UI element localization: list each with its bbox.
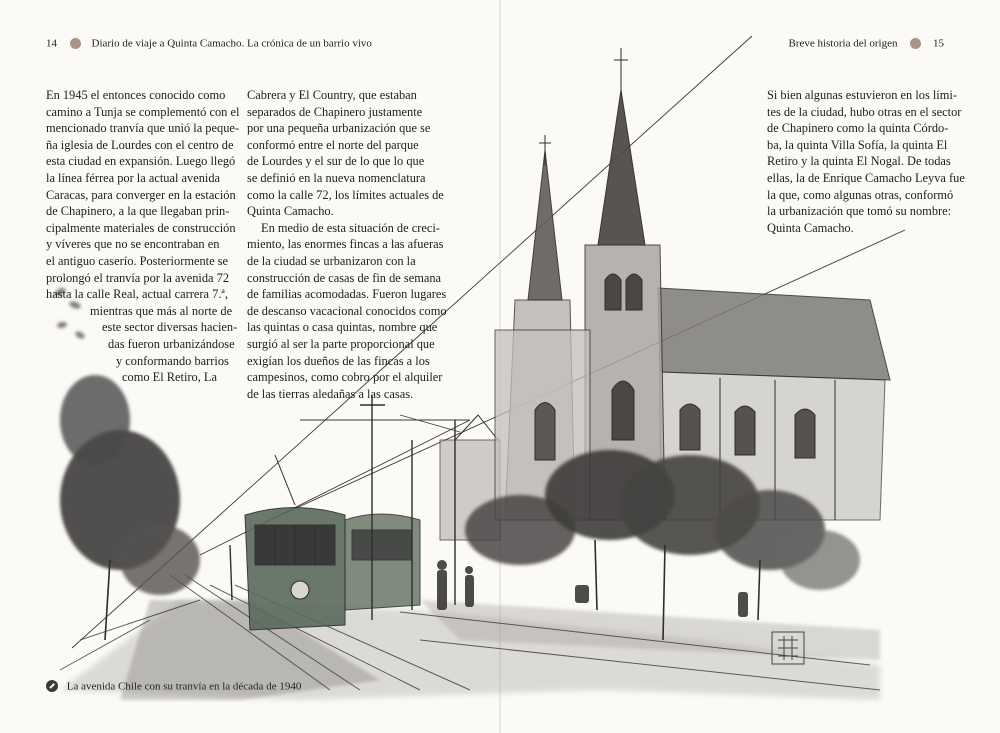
text-line: como la calle 72, los límites actuales de (247, 187, 444, 202)
text-line: por una pequeña urbanización que se (247, 121, 431, 136)
text-column-3 (767, 87, 965, 236)
tree-canopy (780, 530, 860, 590)
gothic-window (735, 406, 755, 455)
text-column-1 (46, 87, 239, 386)
tram-pole (230, 545, 232, 600)
text-line: surgió al ser la parte proporcional que (247, 336, 435, 351)
text-line: este sector diversas hacien- (102, 320, 238, 335)
text-line: la que, como algunas otras, conformó (767, 187, 954, 202)
text-line: como El Retiro, La (122, 370, 217, 385)
text-line: cipalmente materiales de construcción (46, 220, 236, 235)
text-line: exigían los dueños de las fincas a los (247, 353, 430, 368)
text-line: Quinta Camacho. (247, 204, 334, 219)
text-line: ba, la quinta Villa Sofía, la quinta El (767, 137, 948, 152)
text-line: tes de la ciudad, hubo otras en el sector (767, 104, 962, 119)
text-line: camino a Tunja se complementó con el (46, 104, 240, 119)
text-line: el antiguo caserío. Posteriormente se (46, 253, 229, 268)
text-line: En medio de esta situación de creci- (261, 220, 440, 235)
right-page-number: 15 (933, 37, 944, 50)
text-line: esta ciudad en expansión. Luego llegó (46, 154, 236, 169)
text-line: prolongó el tranvía por la avenida 72 (46, 270, 230, 285)
tram-rear (345, 514, 420, 610)
tree-trunk (105, 560, 110, 640)
tree-canopy (60, 375, 130, 465)
text-line: En 1945 el entonces conocido como (46, 88, 226, 102)
text-line: la línea férrea por la actual avenida (46, 170, 221, 185)
text-line: separados de Chapinero justamente (247, 104, 423, 119)
gothic-window (626, 274, 642, 310)
text-line: Quinta Camacho. (767, 220, 854, 235)
text-line: de las tierras aledañas a las casas. (247, 386, 414, 401)
text-line: ellas, la de Enrique Camacho Leyva fue (767, 170, 965, 185)
text-line: hasta la calle Real, actual carrera 7.ª, (46, 287, 228, 302)
text-line: y conformando barrios (116, 353, 229, 368)
text-line: Cabrera y El Country, que estaban (247, 88, 417, 102)
text-line: de la ciudad se urbanizaron con la (247, 253, 416, 268)
gothic-window (612, 381, 634, 440)
text-line: Si bien algunas estuvieron en los lími- (767, 88, 957, 102)
text-line: de Chapinero como la quinta Córdo- (767, 121, 949, 136)
text-line: la urbanización que tomó su nombre: (767, 204, 952, 219)
text-line: de Chapinero, a la que llegaban prin- (46, 204, 230, 219)
text-line: campesinos, como cobro por el alquiler (247, 370, 443, 385)
left-page-number: 14 (46, 37, 57, 50)
left-spire (528, 150, 562, 300)
text-line: se definió en la nueva nomenclatura (247, 170, 426, 185)
text-line: construcción de casas de fin de semana (247, 270, 442, 285)
figure-caption (46, 679, 301, 693)
church-roof (658, 288, 890, 380)
right-spire (598, 90, 645, 245)
text-line: de Lourdes y el sur de lo que lo que (247, 154, 425, 169)
text-line: Caracas, para converger en la estación (46, 187, 236, 202)
tram-headlight (291, 581, 309, 599)
tree-canopy (120, 525, 200, 595)
text-line: de descanso vacacional conocidos como (247, 303, 447, 318)
caption-text: La avenida Chile con su tranvía en la década de 1940 (66, 680, 302, 693)
tram-front (245, 455, 345, 630)
gothic-window (535, 403, 555, 461)
text-line: de familias acomodadas. Fueron lugares (247, 287, 447, 302)
left-book-title: Diario de viaje a Quinta Camacho. La crónica de un barrio vivo (91, 37, 372, 50)
text-column-2 (247, 87, 447, 402)
text-line: mientras que más al norte de (90, 303, 233, 318)
text-line: mencionado tranvía que unió la peque- (46, 121, 240, 136)
text-line: las quintas o casa quintas, nombre que (247, 320, 438, 335)
pencil-icon (46, 680, 58, 692)
text-line: miento, las enormes fincas a las afueras (247, 237, 444, 252)
text-line: conformó entre el norte del parque (247, 137, 419, 152)
text-line: das fueron urbanizándose (108, 336, 235, 351)
gothic-window (605, 274, 621, 310)
text-line: y víveres que no se encontraban en (46, 237, 220, 252)
gothic-window (680, 404, 700, 450)
right-chapter-title: Breve historia del origen (788, 37, 898, 50)
overhead-wire (400, 415, 460, 432)
text-line: Retiro y la quinta El Nogal. De todas (767, 154, 951, 169)
gothic-window (795, 409, 815, 458)
text-line: ña iglesia de Lourdes con el centro de (46, 137, 234, 152)
tree-trunk (595, 540, 597, 610)
